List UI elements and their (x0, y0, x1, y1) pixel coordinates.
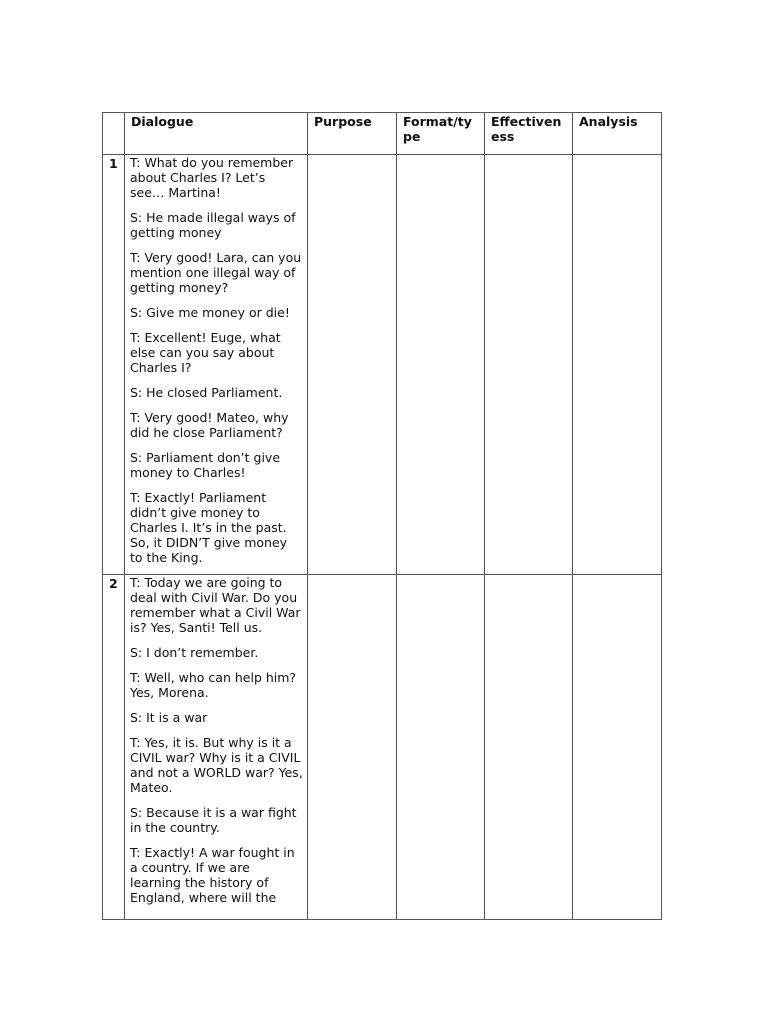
header-analysis: Analysis (573, 113, 662, 155)
purpose-cell (308, 575, 397, 920)
row-number-cell (103, 155, 125, 575)
dialogue-turn: S: He made illegal ways of getting money (130, 210, 296, 240)
header-corner-cell (103, 113, 125, 155)
header-format-type-line2: pe (403, 129, 421, 144)
table-row (103, 575, 662, 920)
format-type-cell (397, 155, 485, 575)
header-effectiveness-line2: ess (491, 129, 515, 144)
dialogue-turn: T: Very good! Lara, can you mention one illegal way of getting money? (130, 250, 302, 295)
dialogue-turn: T: Yes, it is. But why is it a CIVIL war? Why is it a CIVIL and not a WORLD war? Yes, Mateo. (130, 735, 303, 795)
row-number: 2 (109, 576, 118, 591)
effectiveness-cell (485, 155, 573, 575)
header-dialogue: Dialogue (125, 113, 308, 155)
analysis-cell (573, 155, 662, 575)
header-purpose: Purpose (308, 113, 397, 155)
analysis-cell (573, 575, 662, 920)
header-format-type-line1: Format/ty (403, 114, 472, 129)
purpose-cell (308, 155, 397, 575)
dialogue-text (125, 575, 307, 918)
effectiveness-cell (485, 575, 573, 920)
dialogue-turn: S: Give me money or die! (130, 305, 290, 320)
dialogue-turn: T: Very good! Mateo, why did he close Parliament? (130, 410, 289, 440)
header-row (103, 113, 662, 155)
table-row (103, 155, 662, 575)
dialogue-turn: T: Well, who can help him? Yes, Morena. (130, 670, 297, 700)
dialogue-turn: T: Exactly! Parliament didn’t give money to Charles I. It’s in the past. So, it DIDN’T give money to the King. (130, 490, 288, 565)
dialogue-turn: T: Today we are going to deal with Civil War. Do you remember what a Civil War is? Yes, Santi! Tell us. (130, 575, 301, 635)
dialogue-turn: S: He closed Parliament. (130, 385, 283, 400)
dialogue-cell (125, 155, 308, 575)
header-format-type (397, 113, 485, 155)
dialogue-turn: T: Excellent! Euge, what else can you say about Charles I? (130, 330, 281, 375)
header-effectiveness-line1: Effectiven (491, 114, 562, 129)
dialogue-turn: S: I don’t remember. (130, 645, 259, 660)
dialogue-turn: S: Parliament don’t give money to Charles! (130, 450, 281, 480)
dialogue-turn: T: What do you remember about Charles I? Let’s see… Martina! (130, 155, 294, 200)
row-number: 1 (109, 156, 118, 171)
header-effectiveness (485, 113, 573, 155)
dialogue-analysis-table (102, 112, 662, 920)
dialogue-text (125, 155, 307, 573)
dialogue-turn: S: Because it is a war fight in the country. (130, 805, 297, 835)
format-type-cell (397, 575, 485, 920)
dialogue-turn: T: Exactly! A war fought in a country. If we are learning the history of England, where will the (130, 845, 295, 905)
row-number-cell (103, 575, 125, 920)
dialogue-turn: S: It is a war (130, 710, 208, 725)
dialogue-cell (125, 575, 308, 920)
